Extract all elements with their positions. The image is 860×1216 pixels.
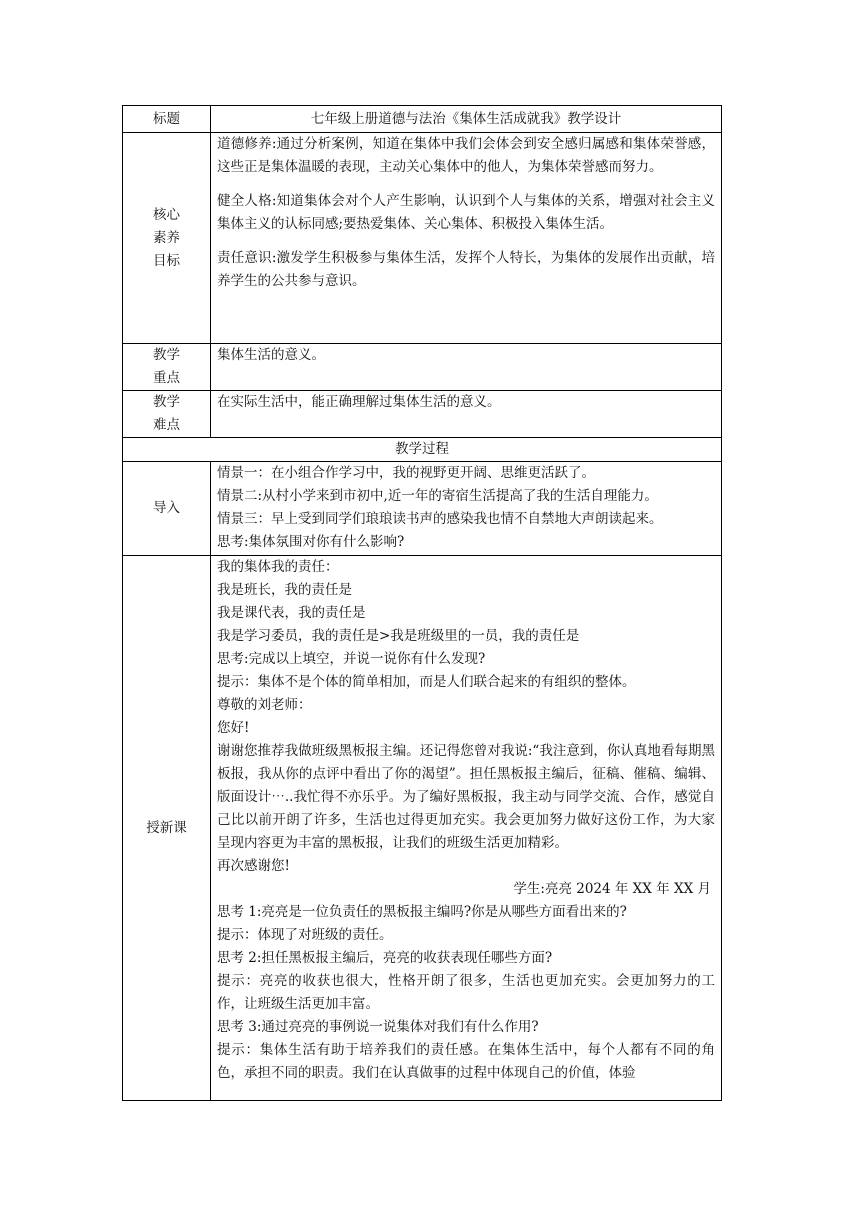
new-lesson-hint: 提示：亮亮的收获也很大，性格开朗了很多，生活也更加充实。会更加努力的工作，让班级生活更加丰富。 [217, 973, 715, 1012]
key-point-value: 集体生活的意义。 [211, 344, 722, 391]
new-lesson-line: 我的集体我的责任： [217, 559, 339, 575]
new-lesson-content [211, 556, 722, 1101]
letter-signature: 学生:亮亮 2024 年 XX 年 XX 月 [513, 881, 711, 897]
new-lesson-line: 思考 1:亮亮是一位负责任的黑板报主编吗?你是从哪些方面看出来的? [217, 904, 627, 920]
difficulty-label-line: 教学 [153, 394, 180, 410]
letter-body: 谢谢您推荐我做班级黑板报主编。还记得您曾对我说:“我注意到，你认真地看每期黑板报，我从你的点评中看出了你的渴望”。担任黑板报主编后，征稿、催稿、编辑、版面设计⋯..我忙得不亦乐乎。为了编好黑板报，我主动与同学交流、合作，感觉自己比以前开朗了许多，生活也过得更加充实。我会更加努力做好这份工作，为大家呈现内容更为丰富的黑板报，让我们的班级生活更加精彩。 [217, 743, 715, 851]
core-goal-moral: 道德修养:通过分析案例，知道在集体中我们会体会到安全感归属感和集体荣誉感，这些正是集体温暖的表现，主动关心集体中的他人，为集体荣誉感而努力。 [217, 136, 715, 175]
core-goals-row [123, 133, 722, 344]
new-lesson-line: 思考 3:通过亮亮的事例说一说集体对我们有什么作用? [217, 1019, 539, 1035]
letter-greeting: 您好! [217, 720, 250, 736]
new-lesson-line: 思考 2:担任黑板报主编后，亮亮的收获表现任哪些方面? [217, 950, 553, 966]
new-lesson-hint: 提示：集体生活有助于培养我们的责任感。在集体生活中，每个人都有不同的角色，承担不同的职责。我们在认真做事的过程中体现自己的价值，体验 [217, 1042, 715, 1081]
intro-label: 导入 [123, 462, 211, 556]
process-heading-row [123, 438, 722, 462]
lesson-plan-table [122, 105, 722, 1101]
core-goals-label-line: 核心 [153, 206, 180, 223]
intro-line: 思考:集体氛围对你有什么影响? [217, 534, 405, 550]
difficulty-value: 在实际生活中，能正确理解过集体生活的意义。 [211, 391, 722, 438]
new-lesson-line: 提示：集体不是个体的简单相加，而是人们联合起来的有组织的整体。 [217, 674, 636, 690]
key-point-row [123, 344, 722, 391]
new-lesson-line: 提示：体现了对班级的责任。 [217, 927, 393, 943]
title-row [123, 106, 722, 133]
difficulty-row [123, 391, 722, 438]
intro-line: 情景一：在小组合作学习中，我的视野更开阔、思维更活跃了。 [217, 465, 595, 481]
core-goals-label-line: 目标 [153, 252, 180, 269]
key-point-label-line: 重点 [153, 370, 180, 386]
intro-row [123, 462, 722, 556]
key-point-label-line: 教学 [153, 347, 180, 363]
letter-thanks: 再次感谢您! [217, 858, 290, 874]
intro-content [211, 462, 722, 556]
title-value: 七年级上册道德与法治《集体生活成就我》教学设计 [211, 106, 722, 133]
core-goals-label [123, 133, 211, 344]
new-lesson-row [123, 556, 722, 1101]
difficulty-label [123, 391, 211, 438]
intro-line: 情景二:从村小学来到市初中,近一年的寄宿生活提高了我的生活自理能力。 [217, 488, 658, 504]
core-goals-content [211, 133, 722, 344]
difficulty-label-line: 难点 [153, 417, 180, 433]
new-lesson-label: 授新课 [123, 556, 211, 1101]
letter-salutation: 尊敬的刘老师： [217, 697, 312, 713]
new-lesson-line: 我是课代表，我的责任是 [217, 605, 366, 621]
new-lesson-line: 思考:完成以上填空，并说一说你有什么发现? [217, 651, 486, 667]
new-lesson-line: 我是学习委员，我的责任是>我是班级里的一员，我的责任是 [217, 628, 580, 644]
key-point-label [123, 344, 211, 391]
intro-line: 情景三：早上受到同学们琅琅读书声的感染我也情不自禁地大声朗读起来。 [217, 511, 663, 527]
new-lesson-line: 我是班长，我的责任是 [217, 582, 352, 598]
core-goal-responsibility: 责任意识:激发学生积极参与集体生活，发挥个人特长，为集体的发展作出贡献，培养学生的公共参与意识。 [217, 250, 715, 289]
process-heading: 教学过程 [123, 438, 722, 462]
core-goal-personality: 健全人格:知道集体会对个人产生影响，认识到个人与集体的关系，增强对社会主义集体主义的认标同感;要热爱集体、关心集体、积极投入集体生活。 [217, 193, 715, 232]
title-label: 标题 [123, 106, 211, 133]
core-goals-label-line: 素养 [153, 229, 180, 246]
